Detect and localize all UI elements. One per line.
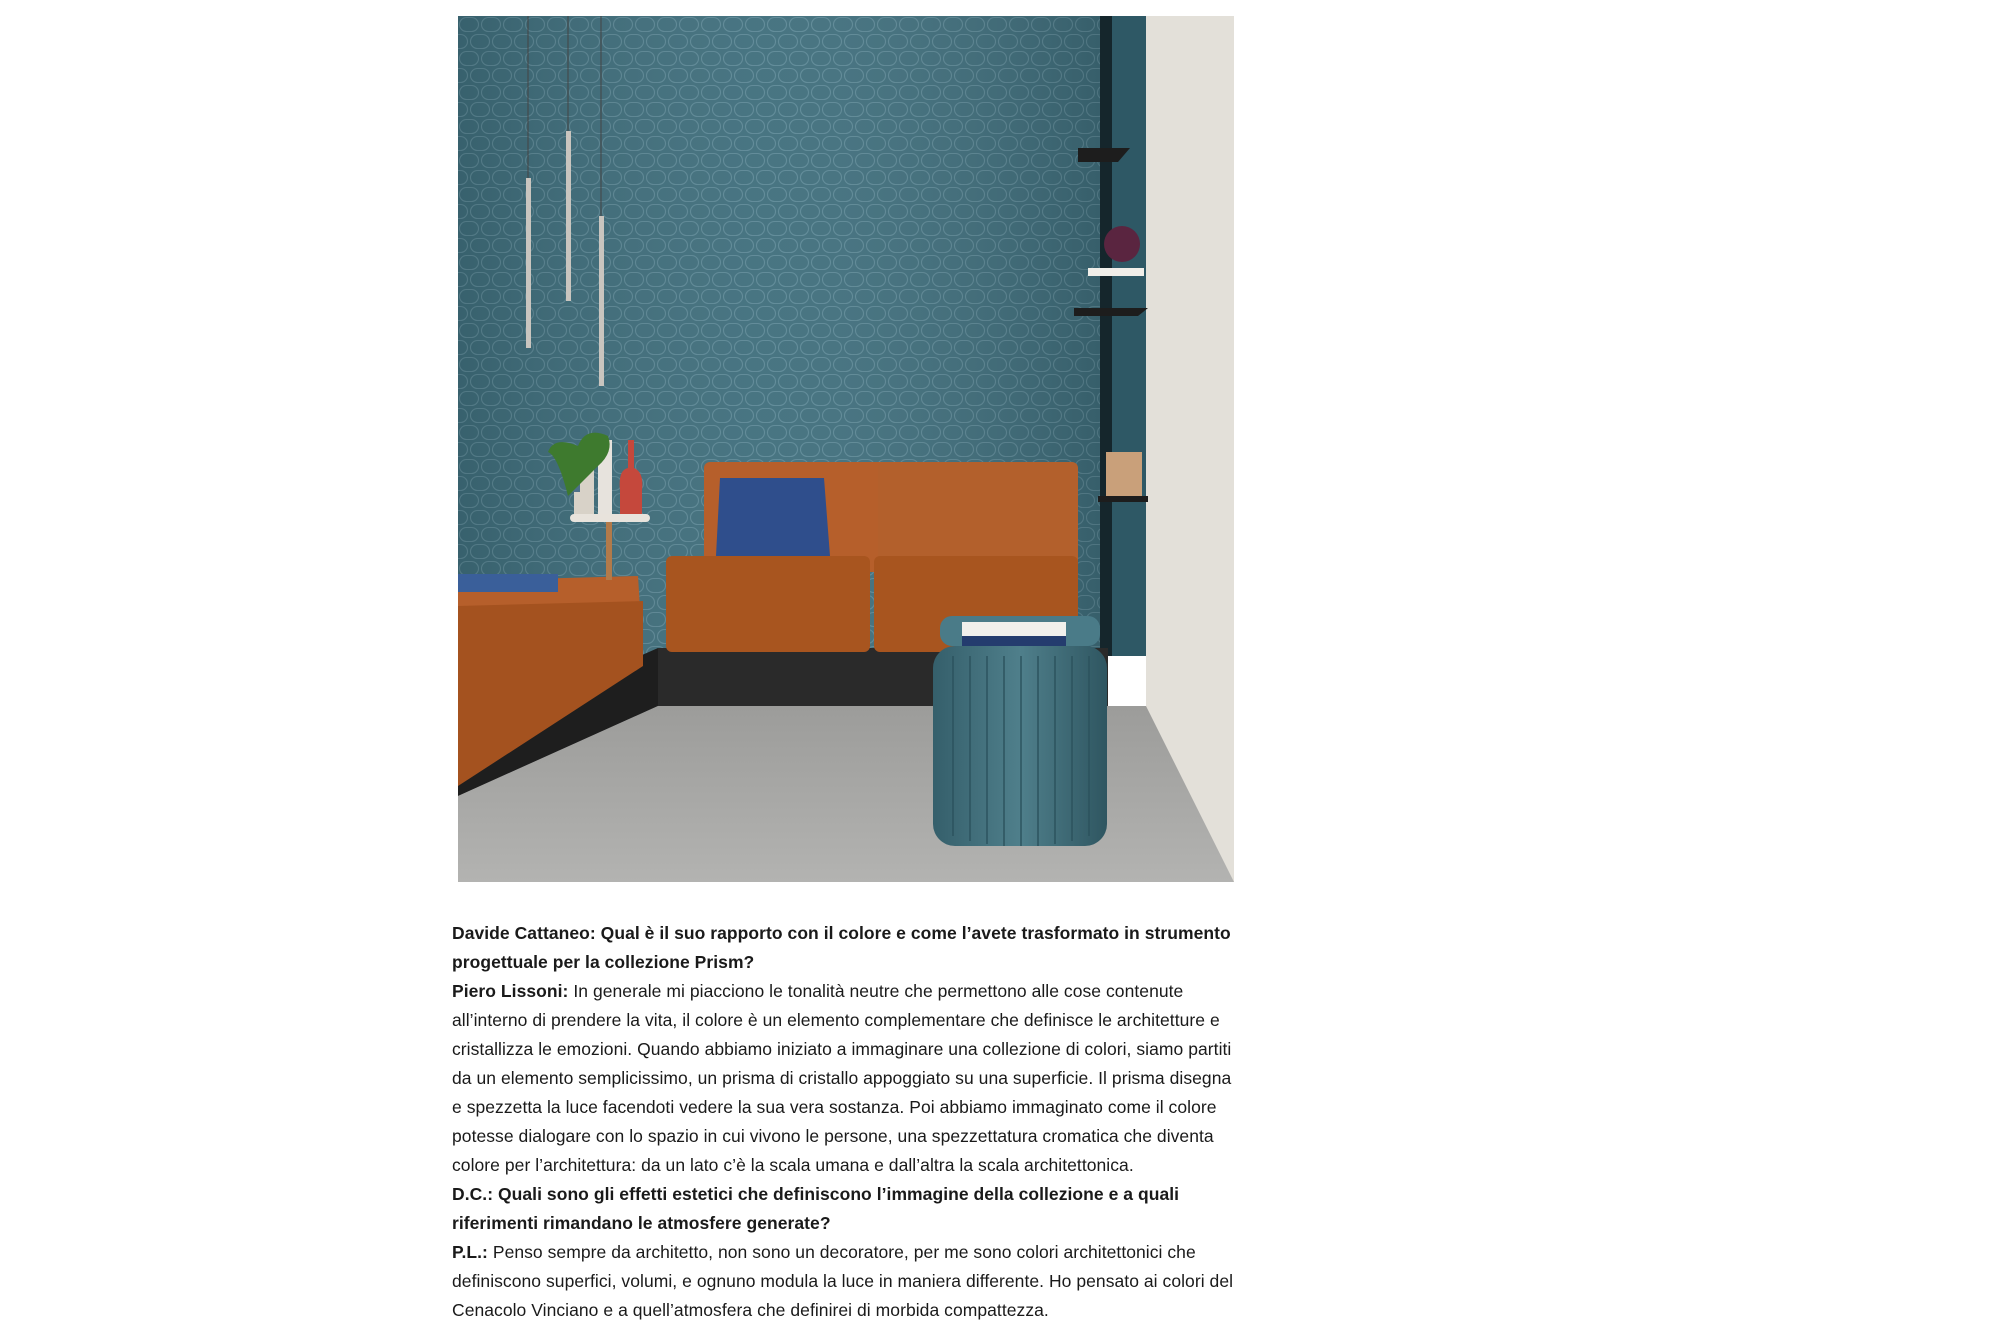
a1-text: In generale mi piacciono le tonalità neutre che permettono alle cose contenute all’interno di prendere la vita, il colore è un elemento complementare che definisce le architetture e cristallizza le emozioni. Quando abbiamo iniziato a immaginare una collezione di colori, siamo partiti da un elemento semplicissimo, un prisma di cristallo appoggiato su una superficie. Il prisma disegna e spezzetta la luce facendoti vedere la sua vera sostanza. Poi abbiamo immaginato come il colore potesse dialogare con lo spazio in cui vivono le persone, una spezzettatura cromatica che diventa colore per l’architettura: da un lato c’è la scala umana e dall’altra la scala architettonica. xyxy=(452,981,1232,1175)
a1-speaker: Piero Lissoni: xyxy=(452,981,569,1001)
q1-speaker: Davide Cattaneo: xyxy=(452,923,596,943)
q2-speaker: D.C.: xyxy=(452,1184,494,1204)
answer-2 xyxy=(452,1238,1242,1325)
a2-text: Penso sempre da architetto, non sono un decoratore, per me sono colori architettonici che definiscono superfici, volumi, e ognuno modula la luce in maniera differente. Ho pensato ai colori del Cenacolo Vinciano e a quell’atmosfera che definirei di morbida compattezza. xyxy=(452,1242,1234,1320)
question-2 xyxy=(452,1180,1242,1238)
q2-text: Quali sono gli effetti estetici che definiscono l’immagine della collezione e a quali riferimenti rimandano le atmosfere generate? xyxy=(452,1184,1180,1233)
q1-text: Qual è il suo rapporto con il colore e come l’avete trasformato in strumento progettuale per la collezione Prism? xyxy=(452,923,1231,972)
interior-photo xyxy=(458,16,1234,882)
a2-speaker: P.L.: xyxy=(452,1242,488,1262)
question-1 xyxy=(452,919,1242,977)
answer-1 xyxy=(452,977,1242,1180)
interview-text xyxy=(452,919,1242,1325)
